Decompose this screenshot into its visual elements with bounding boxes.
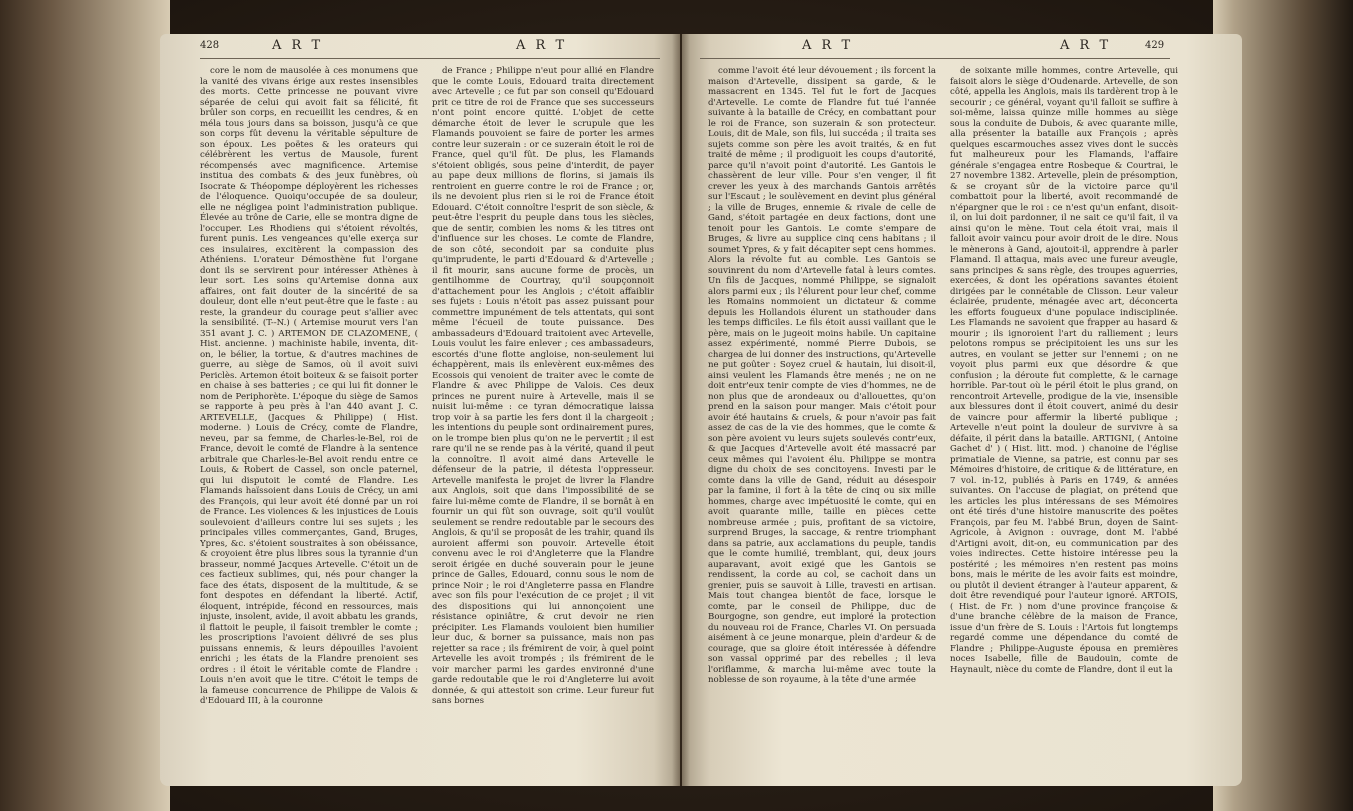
left-running-head-2: A R T bbox=[516, 38, 568, 53]
left-column-1-text: core le nom de mausolée à ces monumens que la vanité des vivans érige aux restes insensibles des morts. Cette princesse ne pouvant vivre séparée de celui qui avoit fait sa félicité, fit brûler son corps, en recueillit les cendres, & en méla tous jours dans sa boisson, jusqu'à ce que son corps fût devenu la véritable sépulture de son époux. Les poëtes & les orateurs qui célébrèrent les vertus de Mausole, furent récompensés avec magnificence. Artemise institua des combats & des jeux funèbres, où Isocrate & Théopompe déployèrent les richesses de l'éloquence. Quoiqu'occupée de sa douleur, elle ne négligea point l'administration publique. Élevée au trône de Carie, elle se montra digne de l'occuper. Les Rhodiens qui s'étoient révoltés, furent punis. Les vengeances qu'elle exerça sur ces insulaires, excitèrent la compassion des Athéniens. L'orateur Démosthène fut l'organe dont ils se servirent pour intéresser Athènes à leur sort. Les soins qu'Artemise donna aux affaires, ont fait douter de la sincérité de sa douleur, dont elle n'eut peut-être que le faste : au reste, la grandeur du courage peut s'allier avec la sensibilité. (T--N.) ( Artemise mourut vers l'an 351 avant J. C. ) ARTEMON DE CLAZOMENE, ( Hist. ancienne. ) machiniste habile, inventa, dit-on, le bélier, la tortue, & d'autres machines de guerre, au siège de Samos, où il avoit suivi Periclès. Artemon étoit boiteux & se faisoit porter en chaise à ses batteries ; ce qui lui fit donner le nom de Periphorète. L'époque du siège de Samos se rapporte à peu près à l'an 440 avant J. C. ARTEVELLE, (Jacques & Philippe) ( Hist. moderne. ) Louis de Crécy, comte de Flandre, neveu, par sa femme, de Charles-le-Bel, roi de France, devoit le comté de Flandre à la sentence arbitrale que Charles-le-Bel avoit rendu entre ce Louis, & Robert de Cassel, son oncle paternel, qui lui disputoit le comté de Flandre. Les Flamands haïssoient dans Louis de Crécy, un ami des François, qui leur avoit été donné par un roi de France. Les violences & les injustices de Louis soulevoient d'ailleurs contre lui ses sujets ; les principales villes commerçantes, Gand, Bruges, Ypres, &c. s'étoient soustraites à son obéissance, & croyoient être plus libres sous la tyrannie d'un brasseur, nommé Jacques Artevelle. C'étoit un de ces factieux sublimes, qui, nés pour changer la face des états, disposent de la multitude, & se font despotes en défendant la liberté. Actif, éloquent, intrépide, fécond en ressources, mais injuste, insolent, avide, il avoit abbatu les grands, il flattoit le peuple, il faisoit trembler le comte ; les proscriptions l'avoient délivré de ses plus puissans ennemis, & leurs dépouilles l'avoient enrichi ; les états de la Flandre prenoient ses ordres : il étoit le véritable comte de Flandre : Louis n'en avoit que le titre. C'étoit le temps de la fameuse concurrence de Philippe de Valois & d'Edouard III, à la couronne bbox=[200, 66, 418, 706]
left-running-head: A R T bbox=[272, 38, 324, 53]
right-running-head: A R T bbox=[802, 38, 854, 53]
left-column-2 bbox=[432, 66, 654, 746]
left-page-number: 428 bbox=[200, 40, 220, 51]
right-running-head-2: A R T bbox=[1060, 38, 1112, 53]
right-column-1-text: comme l'avoit été leur dévouement ; ils forcent la maison d'Artevelle, dissipent sa garde, & le massacrent en 1345. Tel fut le fort de Jacques d'Artevelle. Le comte de Flandre fut tué l'année suivante à la bataille de Crécy, en combattant pour le roi de France, son suzerain & son protecteur. Louis, dit de Male, son fils, lui succéda ; il traita ses sujets comme son père les avoit traités, & en fut traité de même ; il prodiguoit les coups d'autorité, parce qu'il n'avoit point d'autorité. Les Gantois le chassèrent de leur ville. Pour s'en venger, il fit crever les yeux à des marchands Gantois arrêtés sur l'Escaut ; le soulèvement en devint plus général ; la ville de Bruges, ennemie & rivale de celle de Gand, s'étoit partagée en deux factions, dont une tenoit pour les Gantois. Le comte s'empare de Bruges, & livre au supplice cinq cens habitans ; il soumet Ypres, & y fait décapiter sept cens hommes. Alors la révolte fut au comble. Les Gantois se souvinrent du nom d'Artevelle fatal à leurs comtes. Un fils de Jacques, nommé Philippe, se signaloit alors parmi eux ; ils l'élurent pour leur chef, comme les Romains nommoient un dictateur & comme depuis les Hollandois élurent un stathouder dans les temps difficiles. Le fils étoit aussi vaillant que le père, mais on le jugeoit moins habile. Un capitaine assez expérimenté, nommé Pierre Dubois, se chargea de lui donner des instructions, qu'Artevelle ne put goûter : Soyez cruel & hautain, lui disoit-il, ainsi veulent les Flamands être menés ; ne on ne doit entr'eux tenir compte de vies d'hommes, ne de non plus que de arondeaux ou d'allouettes, qu'on prend en la saison pour manger. Mais c'étoit pour avoir été hautains & cruels, & pour n'avoir pas fait assez de cas de la vie des hommes, que le comte & son père avoient vu leurs sujets soulevés contr'eux, & que Jacques d'Artevelle avoit été massacré par ceux mêmes qui l'avoient élu. Philippe se montra digne du choix de ses concitoyens. Investi par le comte dans la ville de Gand, réduit au désespoir par la famine, il fort à la tête de cinq ou six mille hommes, charge avec impétuosité le comte, qui en avoit quarante mille, taille en pièces cette nombreuse armée ; puis, profitant de sa victoire, surprend Bruges, la saccage, & rentre triomphant dans sa patrie, aux acclamations du peuple, tandis que le comte humilié, tremblant, qui, deux jours auparavant, avoit exigé que les Gantois se rendissent, la corde au col, se cachoit dans un grenier, puis se sauvoit à Lille, travesti en artisan. Mais tout changea bientôt de face, lorsque le comte, par le conseil de Philippe, duc de Bourgogne, son gendre, eut imploré la protection du nouveau roi de France, Charles VI. On persuada aisément à ce jeune monarque, plein d'ardeur & de courage, que sa gloire étoit intéressée à défendre son vassal opprimé par des rebelles ; il leva l'oriflamme, & marcha lui-même avec toute la noblesse de son royaume, à la tête d'une armée bbox=[708, 66, 936, 685]
left-header-rule bbox=[200, 58, 660, 59]
right-column-1 bbox=[708, 66, 936, 746]
left-page-edges bbox=[0, 0, 170, 811]
right-column-2-text: de soixante mille hommes, contre Artevelle, qui faisoit alors le siège d'Oudenarde. Artevelle, de son côté, appella les Anglois, mais ils tardèrent trop à le secourir ; ce général, voyant qu'il falloit se suffire à soi-même, laissa quinze mille hommes au siège sous la conduite de Dubois, & avec quarante mille, alla présenter la bataille aux François ; après quelques escarmouches assez vives dont le succès fut malheureux pour les Flamands, l'affaire générale s'engagea entre Rosbeque & Courtrai, le 27 novembre 1382. Artevelle, plein de présomption, & se croyant sûr de la victoire parce qu'il combattoit pour la liberté, avoit recommandé de n'épargner que le roi : ce n'est qu'un enfant, disoit-il, on lui doit pardonner, il ne sait ce qu'il fait, il va ainsi qu'on le mène. Tout cela étoit vrai, mais il falloit avoir vaincu pour avoir droit de le dire. Nous le mènerons à Gand, ajoutoit-il, apprendre à parler Flamand. Il attaqua, mais avec une fureur aveugle, sans principes & sans règle, des troupes aguerries, exercées, & dont les opérations savantes étoient dirigées par le connétable de Clisson. Leur valeur éclairée, prudente, ménagée avec art, déconcerta les efforts fougueux d'une populace indisciplinée. Les Flamands ne savoient que frapper au hasard & mourir ; ils ignoroient l'art du ralliement ; leurs pelotons rompus se précipitoient les uns sur les autres, en voulant se jetter sur l'ennemi ; on ne voyoit plus parmi eux que désordre & que confusion ; la déroute fut complette, & le carnage horrible. Par-tout où le péril étoit le plus grand, on rencontroit Artevelle, prodigue de la vie, insensible aux blessures dont il étoit couvert, animé du desir de vaincre pour affermir la liberté publique ; Artevelle n'eut point la douleur de survivre à sa défaite, il périt dans la bataille. ARTIGNI, ( Antoine Gachet d' ) ( Hist. litt. mod. ) chanoine de l'église primatiale de Vienne, sa patrie, est connu par ses Mémoires d'histoire, de critique & de littérature, en 7 vol. in-12, publiés à Paris en 1749, & années suivantes. On l'accuse de plagiat, on prétend que les articles les plus intéressans de ses Mémoires ont été tirés d'une histoire manuscrite des poëtes François, par feu M. l'abbé Brun, doyen de Saint-Agricole, à Avignon : ouvrage, dont M. l'abbé d'Artigni avoit, dit-on, eu communication par des voies indirectes. Cette histoire intéresse peu la postérité ; les mémoires n'en restent pas moins bons, mais le mérite de les avoir faits est moindre, ou plutôt il devient étranger à l'auteur apparent, & doit être revendiqué pour l'auteur ignoré. ARTOIS, ( Hist. de Fr. ) nom d'une province françoise & d'une branche célèbre de la maison de France, issue d'un frère de S. Louis : l'Artois fut longtemps regardé comme une dépendance du comté de Flandre ; Philippe-Auguste épousa en premières noces Isabelle, fille de Baudouin, comte de Haynault, nièce du comte de Flandre, dont il eut la bbox=[950, 66, 1178, 675]
right-header-rule bbox=[700, 58, 1170, 59]
right-column-2 bbox=[950, 66, 1178, 746]
right-page-number: 429 bbox=[1145, 40, 1165, 51]
left-column-2-text: de France ; Philippe n'eut pour allié en Flandre que le comte Louis, Edouard traita directement avec Artevelle ; ce fut par son conseil qu'Edouard prit ce titre de roi de France que ses successeurs n'ont point encore quitté. L'objet de cette démarche étoit de lever le scrupule que les Flamands pouvoient se faire de porter les armes contre leur suzerain : or ce suzerain étoit le roi de France, quel qu'il fût. De plus, les Flamands s'étoient obligés, sous peine d'interdit, de payer au pape deux millions de florins, si jamais ils rentroient en guerre contre le roi de France ; or, ils ne devoient plus rien si le roi de France étoit Edouard. C'étoit connoître l'esprit de son siècle, & peut-être l'esprit du peuple dans tous les siècles, que de sentir, combien les noms & les titres ont d'influence sur les choses. Le comte de Flandre, de son côté, secondoit par sa conduite plus qu'imprudente, le parti d'Edouard & d'Artevelle ; il fit mourir, sans aucune forme de procès, un gentilhomme de Courtray, qu'il soupçonnoit d'attachement pour les Anglois ; c'étoit affaiblir ses fujets : Louis n'étoit pas assez puissant pour commettre impunément de tels attentats, qui sont même l'écueil de toute puissance. Des ambassadeurs d'Edouard traitoient avec Artevelle, Louis voulut les faire enlever ; ces ambassadeurs, escortés d'une flotte angloise, non-seulement lui échappèrent, mais ils enlevèrent eux-mêmes des Ecossois qui venoient de traiter avec le comte de Flandre & avec Philippe de Valois. Ces deux princes ne purent nuire à Artevelle, mais il se nuisit lui-même : ce tyran démocratique laissa trop voir à sa partie les fers dont il la chargeoit ; les intentions du peuple sont ordinairement pures, on le trompe bien plus qu'on ne le pervertit ; il est rare qu'il ne se rende pas à la vérité, quand il peut la connoître. Il avoit aimé dans Artevelle le défenseur de la patrie, il détesta l'oppresseur. Artevelle manifesta le projet de livrer la Flandre aux Anglois, soit que dans l'impossibilité de se faire lui-même comte de Flandre, il se bornât à en fournir un qui fût son ouvrage, soit qu'il voulût seulement se rendre redoutable par le secours des Anglois, & qu'il se proposât de les trahir, quand ils auroient affermi son pouvoir. Artevelle étoit convenu avec le roi d'Angleterre que la Flandre seroit érigée en duché souverain pour le jeune prince de Galles, Edouard, connu sous le nom de prince Noir ; le roi d'Angleterre passa en Flandre avec son fils pour l'exécution de ce projet ; il vit des dispositions qui lui annonçoient une résistance opiniâtre, & crut devoir ne rien précipiter. Les Flamands vouloient bien humilier leur duc, & borner sa puissance, mais non pas rejetter sa race ; ils frémirent de voir, à quel point Artevelle les avoit trompés ; ils frémirent de le voir marcher parmi les gardes environné d'une garde redoutable que le roi d'Angleterre lui avoit donnée, & qui attestoit son crime. Leur fureur fut sans bornes bbox=[432, 66, 654, 706]
left-column-1 bbox=[200, 66, 418, 746]
book-gutter bbox=[672, 34, 690, 786]
